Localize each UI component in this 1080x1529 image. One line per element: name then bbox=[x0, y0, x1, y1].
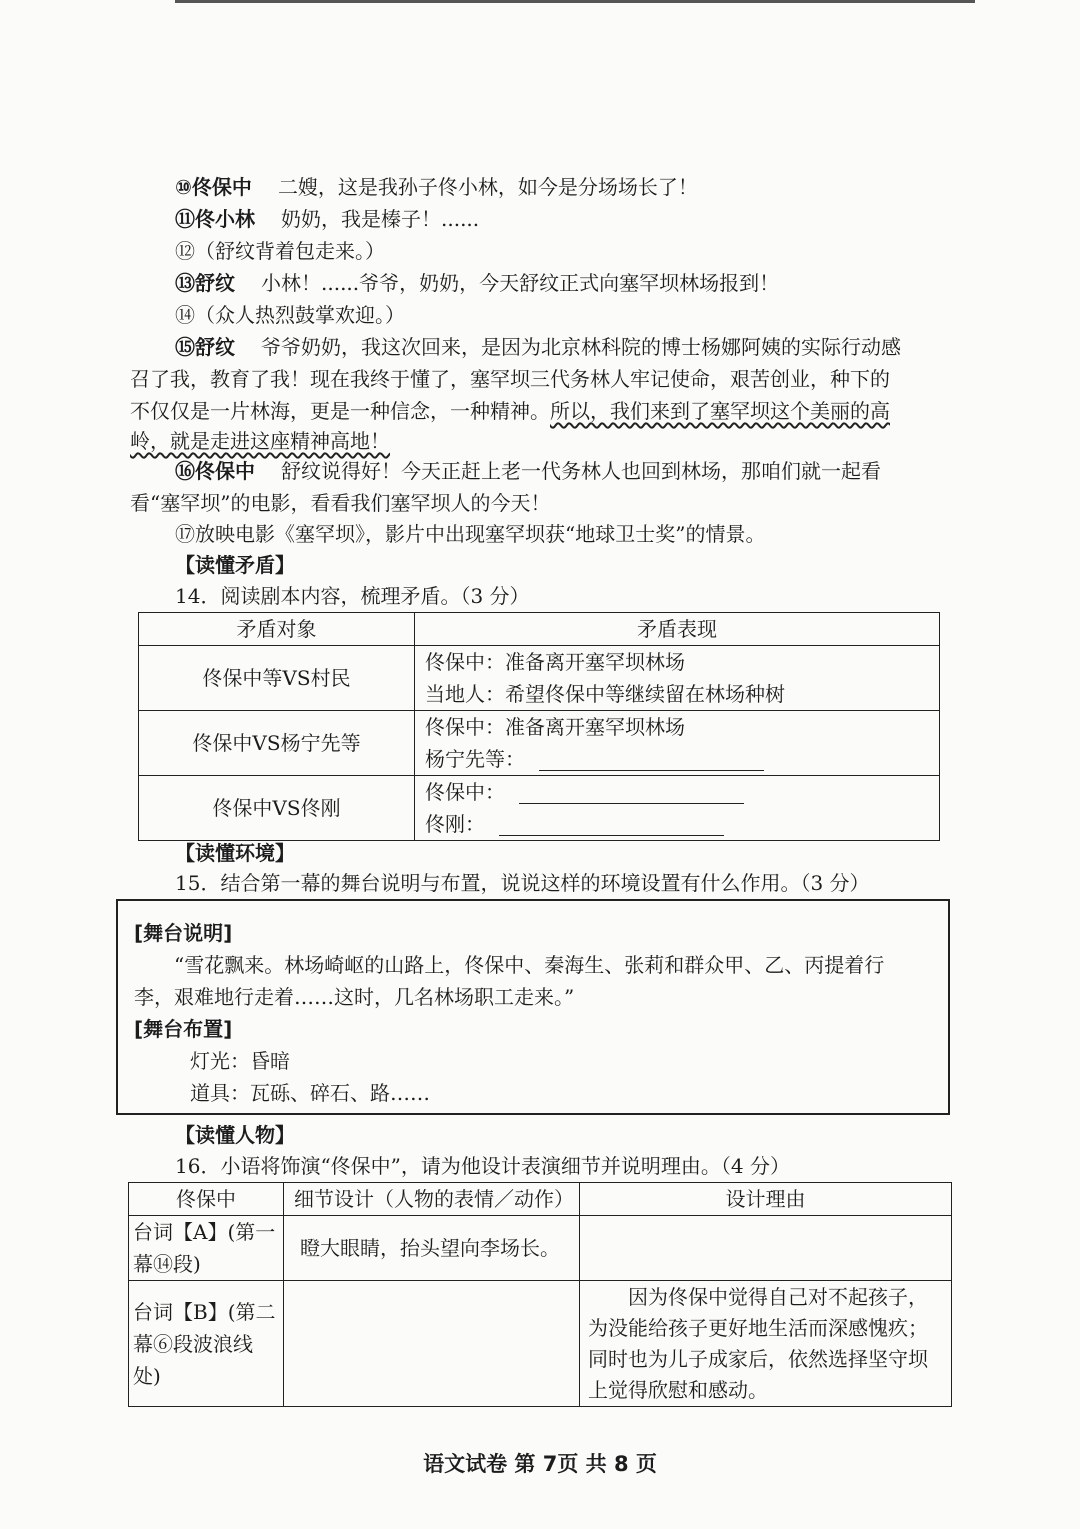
script-line bbox=[175, 519, 765, 549]
stage-description-line: “雪花飘来。林场崎岖的山路上，佟保中、秦海生、张莉和群众甲、乙、丙提着行 bbox=[174, 953, 885, 977]
dialogue-text: 不仅仅是一片林海，更是一种信念，一种精神。 bbox=[130, 399, 550, 423]
dialogue-text: 召了我，教育了我！现在我终于懂了，塞罕坝三代务林人牢记使命，艰苦创业，种下的 bbox=[130, 367, 890, 391]
detail-line: 佟保中：准备离开塞罕坝林场 bbox=[425, 650, 685, 674]
script-line bbox=[175, 300, 405, 330]
detail-design: 瞪大眼睛，抬头望向李场长。 bbox=[284, 1216, 580, 1281]
page-footer: 语文试卷 第 7页 共 8 页 bbox=[423, 1452, 657, 1476]
script-line bbox=[175, 204, 479, 234]
performance-table bbox=[128, 1182, 952, 1407]
design-reason[interactable] bbox=[580, 1216, 952, 1281]
question-14: 14．阅读剧本内容，梳理矛盾。（3 分） bbox=[175, 584, 530, 608]
detail-line: 佟保中：准备离开塞罕坝林场 bbox=[425, 715, 685, 739]
speaker-label: ⑬舒纹 bbox=[175, 271, 235, 295]
section-heading: 【读懂矛盾】 bbox=[175, 553, 295, 577]
question-16: 16．小语将饰演“佟保中”，请为他设计表演细节并说明理由。（4 分） bbox=[175, 1154, 790, 1178]
dialogue-text: 奶奶，我是榛子！...... bbox=[281, 207, 480, 231]
detail-line: 当地人：希望佟保中等继续留在林场种树 bbox=[425, 682, 785, 706]
stage-description-title: [舞台说明] bbox=[134, 921, 233, 945]
wavy-underlined-text: 所以，我们来到了塞罕坝这个美丽的高 bbox=[550, 399, 890, 423]
table-header: 矛盾对象 bbox=[139, 613, 415, 646]
conflict-object: 佟保中等VS村民 bbox=[139, 646, 415, 711]
script-line bbox=[130, 426, 390, 456]
answer-blank[interactable] bbox=[499, 815, 724, 836]
line-label: 台词【A】(第一幕⑭段) bbox=[129, 1216, 284, 1281]
table-header: 设计理由 bbox=[580, 1183, 952, 1216]
conflict-table bbox=[138, 612, 940, 841]
dialogue-text: 二嫂，这是我孙子佟小林，如今是分场场长了！ bbox=[277, 175, 698, 199]
line-label: 台词【B】(第二幕⑥段波浪线处) bbox=[129, 1281, 284, 1407]
dialogue-text: 舒纹说得好！今天正赶上老一代务林人也回到林场，那咱们就一起看 bbox=[281, 459, 881, 483]
table-header: 佟保中 bbox=[129, 1183, 284, 1216]
detail-line: 杨宁先等： bbox=[425, 743, 929, 775]
stage-info-box bbox=[116, 899, 950, 1115]
question-15: 15．结合第一幕的舞台说明与布置，说说这样的环境设置有什么作用。（3 分） bbox=[175, 871, 870, 895]
detail-line: 佟刚： bbox=[425, 808, 929, 840]
script-line bbox=[175, 268, 779, 298]
speaker-label: ⑩佟保中 bbox=[175, 175, 252, 199]
conflict-object: 佟保中VS杨宁先等 bbox=[139, 711, 415, 776]
design-reason: 因为佟保中觉得自己对不起孩子，为没能给孩子更好地生活而深感愧疚；同时也为儿子成家后，依然选择坚守坝上觉得欣慰和感动。 bbox=[580, 1281, 952, 1407]
detail-line: 佟保中： bbox=[425, 776, 929, 808]
script-line bbox=[130, 488, 550, 518]
top-border-line bbox=[175, 0, 975, 3]
wavy-underlined-text: 岭，就是走进这座精神高地！ bbox=[130, 429, 390, 453]
stage-description-line: 李，艰难地行走着……这时，几名林场职工走来。” bbox=[134, 985, 575, 1009]
stage-direction: ⑭（众人热烈鼓掌欢迎。） bbox=[175, 303, 405, 327]
dialogue-text: 爷爷奶奶，我这次回来，是因为北京林科院的博士杨娜阿姨的实际行动感 bbox=[261, 335, 901, 359]
lighting-line: 灯光：昏暗 bbox=[190, 1049, 290, 1073]
table-header: 细节设计（人物的表情／动作） bbox=[284, 1183, 580, 1216]
script-line bbox=[130, 396, 890, 426]
speaker-label: ⑯佟保中 bbox=[175, 459, 255, 483]
script-line bbox=[175, 172, 698, 202]
conflict-detail bbox=[415, 776, 940, 841]
conflict-object: 佟保中VS佟刚 bbox=[139, 776, 415, 841]
answer-blank[interactable] bbox=[519, 783, 744, 804]
table-header: 矛盾表现 bbox=[415, 613, 940, 646]
speaker-label: ⑮舒纹 bbox=[175, 335, 235, 359]
dialogue-text: 看“塞罕坝”的电影，看看我们塞罕坝人的今天！ bbox=[130, 491, 551, 515]
stage-direction: ⑰放映电影《塞罕坝》，影片中出现塞罕坝获“地球卫士奖”的情景。 bbox=[175, 522, 766, 546]
props-line: 道具：瓦砾、碎石、路…… bbox=[190, 1081, 430, 1105]
script-line bbox=[175, 456, 881, 486]
script-line bbox=[130, 364, 890, 394]
conflict-detail bbox=[415, 646, 940, 711]
conflict-detail bbox=[415, 711, 940, 776]
speaker-label: ⑪佟小林 bbox=[175, 207, 255, 231]
section-heading: 【读懂环境】 bbox=[175, 841, 295, 865]
detail-design[interactable] bbox=[284, 1281, 580, 1407]
stage-layout-title: [舞台布置] bbox=[134, 1017, 233, 1041]
dialogue-text: 小林！......爷爷，奶奶，今天舒纹正式向塞罕坝林场报到！ bbox=[261, 271, 780, 295]
answer-blank[interactable] bbox=[539, 750, 764, 771]
script-line bbox=[175, 236, 385, 266]
stage-direction: ⑫（舒纹背着包走来。） bbox=[175, 239, 385, 263]
script-line bbox=[175, 332, 901, 362]
section-heading: 【读懂人物】 bbox=[175, 1123, 295, 1147]
